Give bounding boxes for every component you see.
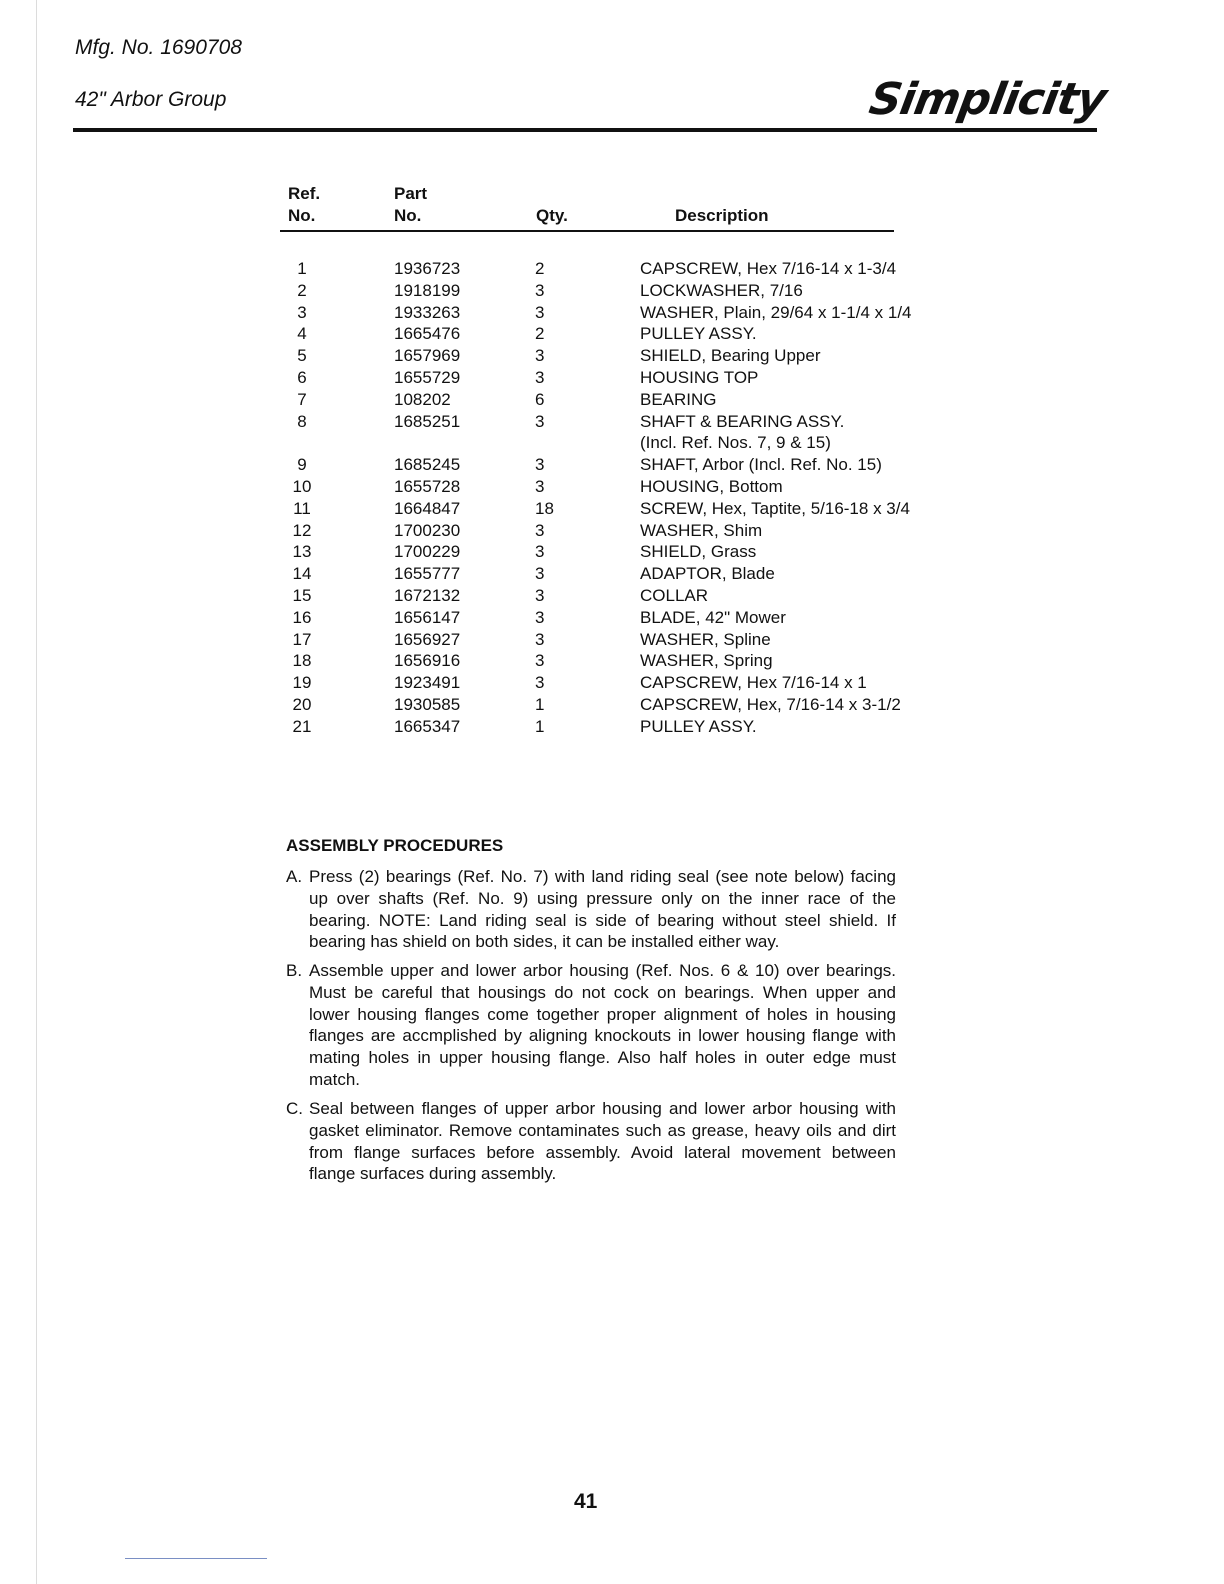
part-number-cell: 1685245 [394, 455, 461, 475]
header-part-line1: Part [394, 184, 428, 203]
table-row [0, 520, 1224, 542]
part-number-cell: 1655777 [394, 564, 461, 584]
part-number-cell: 1685251 [394, 411, 461, 431]
ref-cell: 14 [292, 564, 312, 584]
ref-cell: 9 [297, 455, 307, 475]
table-row [0, 607, 1224, 629]
table-row [0, 432, 1224, 454]
procedures-title: ASSEMBLY PROCEDURES [286, 836, 504, 855]
ref-cell: 6 [297, 367, 307, 387]
ref-cell: 19 [292, 673, 312, 693]
procedure-a-letter: A. [286, 867, 303, 886]
description-cell: CAPSCREW, Hex 7/16-14 x 1-3/4 [640, 259, 897, 278]
ref-cell: 3 [297, 302, 307, 322]
table-row [0, 541, 1224, 563]
ref-cell: 13 [292, 542, 312, 562]
procedure-b [286, 960, 896, 1091]
table-row [0, 454, 1224, 476]
part-number-cell: 108202 [394, 389, 451, 409]
description-cell: LOCKWASHER, 7/16 [640, 280, 803, 300]
ref-cell: 15 [292, 585, 312, 605]
group-title: 42" Arbor Group [75, 88, 227, 111]
table-row [0, 345, 1224, 367]
description-cell: WASHER, Shim [640, 520, 763, 540]
description-cell: SHAFT, Arbor (Incl. Ref. No. 15) [640, 455, 882, 475]
qty-cell: 3 [535, 280, 545, 300]
mfg-number: Mfg. No. 1690708 [75, 36, 242, 59]
table-row [0, 258, 1224, 280]
brand-logo: Simplicity [865, 74, 1110, 125]
table-row [0, 629, 1224, 651]
description-cell: HOUSING TOP [640, 367, 759, 387]
table-row [0, 585, 1224, 607]
table-row [0, 367, 1224, 389]
description-cell: PULLEY ASSY. [640, 716, 757, 736]
description-cell: CAPSCREW, Hex 7/16-14 x 1 [640, 673, 867, 693]
part-number-cell: 1933263 [394, 302, 461, 322]
part-number-cell: 1936723 [394, 259, 461, 278]
table-row [0, 563, 1224, 585]
header-ref-line1: Ref. [288, 184, 321, 203]
description-cell: SHIELD, Bearing Upper [640, 346, 821, 366]
page-margin-line [36, 0, 37, 1584]
table-row [0, 476, 1224, 498]
qty-cell: 3 [535, 564, 545, 584]
table-row [0, 694, 1224, 716]
part-number-cell: 1918199 [394, 280, 461, 300]
parts-table [0, 258, 1224, 738]
qty-cell: 3 [535, 585, 545, 605]
part-number-cell: 1656916 [394, 651, 461, 671]
description-cell: WASHER, Spring [640, 651, 773, 671]
header-description: Description [675, 206, 769, 225]
qty-cell: 3 [535, 673, 545, 693]
header-part-line2: No. [394, 206, 422, 225]
part-number-cell: 1672132 [394, 585, 461, 605]
ref-cell: 1 [297, 259, 307, 278]
part-number-cell: 1656927 [394, 629, 461, 649]
table-header-rule [280, 230, 894, 232]
qty-cell: 3 [535, 607, 545, 627]
procedure-c [286, 1098, 896, 1185]
header-rule [73, 128, 1097, 132]
qty-cell: 18 [535, 498, 554, 518]
part-number-cell: 1655728 [394, 476, 461, 496]
table-row [0, 411, 1224, 433]
ref-cell: 12 [292, 520, 312, 540]
ref-cell: 8 [297, 411, 307, 431]
ref-cell: 7 [297, 389, 307, 409]
ref-cell: 11 [293, 498, 311, 518]
procedure-a-text: Press (2) bearings (Ref. No. 7) with land riding seal (see note below) facing up over shafts (Ref. No. 9) using pressure only on the inner race of the bearing. NOTE: Land riding seal is side of bearing without steel shield. If bearing has shield on both sides, it can be installed either way. [309, 867, 896, 952]
description-cell: COLLAR [640, 585, 709, 605]
ref-cell: 5 [297, 346, 307, 366]
description-cell: (Incl. Ref. Nos. 7, 9 & 15) [640, 433, 831, 453]
description-cell: PULLEY ASSY. [640, 324, 757, 344]
qty-cell: 3 [535, 520, 545, 540]
qty-cell: 3 [535, 302, 545, 322]
description-cell: ADAPTOR, Blade [640, 564, 775, 584]
part-number-cell: 1923491 [394, 673, 461, 693]
ref-cell: 16 [292, 607, 312, 627]
part-number-cell: 1665347 [394, 716, 461, 736]
part-number-cell: 1656147 [394, 607, 461, 627]
procedure-a [286, 866, 896, 953]
description-cell: SHAFT & BEARING ASSY. [640, 411, 845, 431]
table-row [0, 650, 1224, 672]
part-number-cell: 1655729 [394, 367, 461, 387]
table-row [0, 672, 1224, 694]
qty-cell: 3 [535, 455, 545, 475]
page-number: 41 [574, 1490, 598, 1513]
part-number-cell: 1665476 [394, 324, 461, 344]
ref-cell: 20 [292, 694, 312, 714]
header-qty: Qty. [536, 206, 568, 225]
part-number-cell: 1657969 [394, 346, 461, 366]
qty-cell: 2 [535, 259, 545, 278]
ref-cell: 21 [292, 716, 312, 736]
qty-cell: 1 [535, 716, 545, 736]
ref-cell: 2 [297, 280, 307, 300]
table-row [0, 716, 1224, 738]
qty-cell: 2 [535, 324, 545, 344]
table-row [0, 302, 1224, 324]
header-ref [288, 183, 320, 227]
qty-cell: 3 [535, 476, 545, 496]
qty-cell: 3 [535, 411, 545, 431]
part-number-cell: 1664847 [394, 498, 461, 518]
description-cell: HOUSING, Bottom [640, 476, 783, 496]
ref-cell: 4 [297, 324, 307, 344]
procedure-c-text: Seal between flanges of upper arbor housing and lower arbor housing with gasket eliminator. Remove contaminates such as grease, heavy oils and dirt from flange surfaces before assembly. Avoid lateral movement between flange surfaces during assembly. [309, 1099, 896, 1184]
part-number-cell: 1930585 [394, 694, 461, 714]
header-part [394, 183, 427, 227]
description-cell: WASHER, Plain, 29/64 x 1-1/4 x 1/4 [640, 302, 912, 322]
table-row [0, 498, 1224, 520]
qty-cell: 3 [535, 346, 545, 366]
description-cell: CAPSCREW, Hex, 7/16-14 x 3-1/2 [640, 694, 901, 714]
description-cell: SHIELD, Grass [640, 542, 757, 562]
table-row [0, 389, 1224, 411]
table-row [0, 280, 1224, 302]
description-cell: BEARING [640, 389, 717, 409]
procedure-c-letter: C. [286, 1099, 303, 1118]
ref-cell: 18 [292, 651, 312, 671]
part-number-cell: 1700230 [394, 520, 461, 540]
qty-cell: 3 [535, 629, 545, 649]
ref-cell: 17 [292, 629, 312, 649]
procedure-b-text: Assemble upper and lower arbor housing (Ref. Nos. 6 & 10) over bearings. Must be careful that housings do not cock on bearings. When upper and lower housing flanges come together proper alignment of holes in housing flanges are accmplished by aligning knockouts in lower housing flange with mating holes in upper housing flange. Also half holes in outer edge must match. [309, 961, 896, 1089]
description-cell: WASHER, Spline [640, 629, 771, 649]
qty-cell: 3 [535, 367, 545, 387]
table-row [0, 323, 1224, 345]
qty-cell: 6 [535, 389, 545, 409]
qty-cell: 3 [535, 542, 545, 562]
description-cell: SCREW, Hex, Taptite, 5/16-18 x 3/4 [640, 498, 910, 518]
description-cell: BLADE, 42" Mower [640, 607, 786, 627]
qty-cell: 1 [535, 694, 545, 714]
procedure-b-letter: B. [286, 961, 303, 980]
footer-rule [125, 1558, 267, 1559]
part-number-cell: 1700229 [394, 542, 461, 562]
qty-cell: 3 [535, 651, 545, 671]
ref-cell: 10 [292, 476, 312, 496]
header-ref-line2: No. [288, 206, 316, 225]
